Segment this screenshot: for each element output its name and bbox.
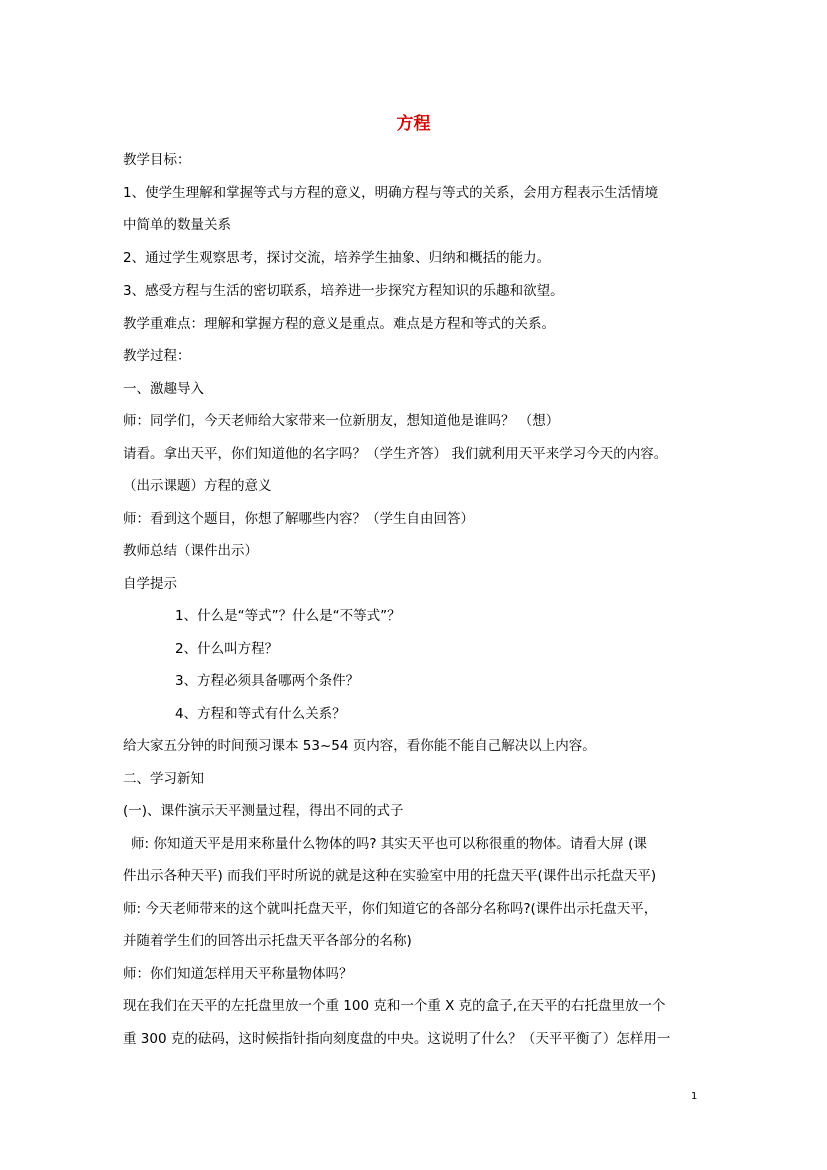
list-item: 1、什么是“等式”？什么是“不等式”？ (175, 608, 401, 624)
key-points: 教学重难点：理解和掌握方程的意义是重点。难点是方程和等式的关系。 (123, 316, 555, 332)
section-heading-process: 教学过程： (123, 348, 191, 364)
paragraph-line: 师: 你知道天平是用来称量什么物体的吗? 其实天平也可以称很重的物体。请看大屏 (课 (131, 836, 647, 852)
paragraph-line: 师: 今天老师带来的这个就叫托盘天平，你们知道它的各部分名称吗?(课件出示托盘天平， (123, 901, 658, 917)
paragraph-line: 教师总结（课件出示） (123, 543, 258, 559)
paragraph-line: 件出示各种天平) 而我们平时所说的就是这种在实验室中用的托盘天平(课件出示托盘天平) (123, 868, 657, 884)
list-item: 4、方程和等式有什么关系？ (175, 706, 346, 722)
paragraph-line: 给大家五分钟的时间预习课本 53~54 页内容，看你能不能自己解决以上内容。 (123, 738, 596, 754)
paragraph-line: 并随着学生们的回答出示托盘天平各部分的名称) (123, 933, 412, 949)
paragraph-line: 重 300 克的砝码，这时候指针指向刻度盘的中央。这说明了什么？（天平平衡了）怎样用一 (123, 1031, 671, 1047)
paragraph-line: 师：同学们，今天老师给大家带来一位新朋友，想知道他是谁吗？ （想） (123, 413, 560, 429)
paragraph-line: 现在我们在天平的左托盘里放一个重 100 克和一个重 X 克的盒子,在天平的右托盘里放一个 (123, 998, 666, 1014)
part-two-heading: 二、学习新知 (123, 771, 204, 787)
self-study-heading: 自学提示 (123, 576, 177, 592)
paragraph-line: 师：看到这个题目，你想了解哪些内容？（学生自由回答） (123, 511, 474, 527)
list-item: 3、方程必须具备哪两个条件？ (175, 673, 360, 689)
page-number: 1 (691, 1091, 698, 1102)
paragraph-line: （出示课题）方程的意义 (123, 478, 272, 494)
objective-3: 3、感受方程与生活的密切联系，培养进一步探究方程知识的乐趣和欲望。 (123, 283, 564, 299)
subsection-heading: (一)、课件演示天平测量过程，得出不同的式子 (123, 803, 404, 819)
objective-1-line-2: 中简单的数量关系 (123, 217, 231, 233)
paragraph-line: 师：你们知道怎样用天平称量物体吗？ (123, 966, 353, 982)
document-title: 方程 (396, 114, 431, 134)
objective-1-line-1: 1、使学生理解和掌握等式与方程的意义，明确方程与等式的关系，会用方程表示生活情境 (123, 185, 659, 201)
paragraph-line: 请看。拿出天平，你们知道他的名字吗？（学生齐答） 我们就利用天平来学习今天的内容。 (123, 446, 668, 462)
section-heading-objectives: 教学目标： (123, 152, 191, 168)
objective-2: 2、通过学生观察思考，探讨交流，培养学生抽象、归纳和概括的能力。 (123, 250, 551, 266)
list-item: 2、什么叫方程？ (175, 641, 279, 657)
part-one-heading: 一、激趣导入 (123, 381, 204, 397)
